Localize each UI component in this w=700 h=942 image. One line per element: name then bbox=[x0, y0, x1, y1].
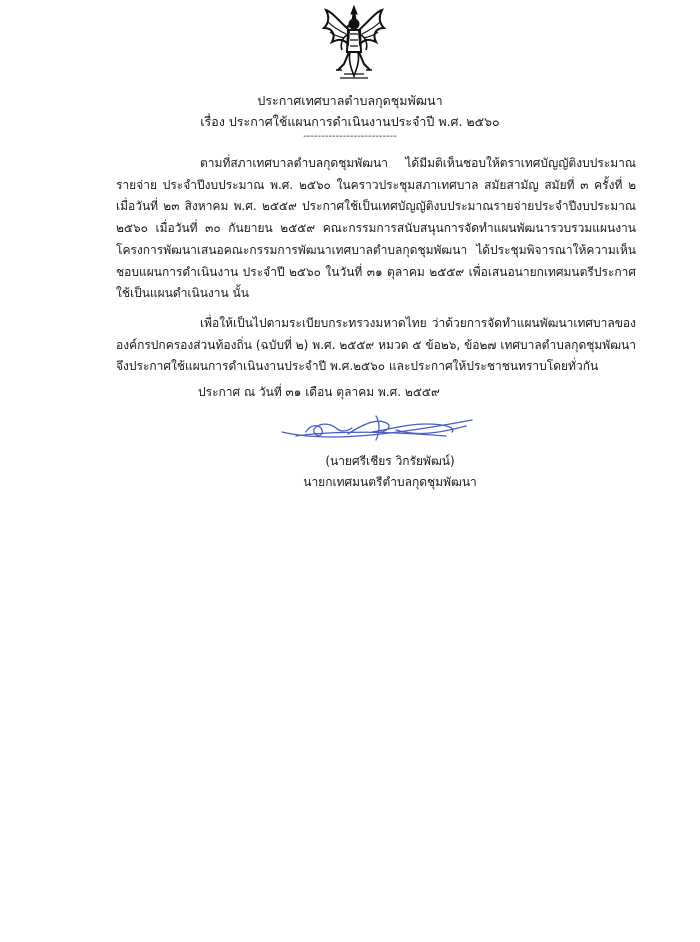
body-paragraph bbox=[116, 153, 636, 305]
announcement-subject: เรื่อง ประกาศใช้แผนการดำเนินงานประจำปี พ.ศ. ๒๕๖๐ bbox=[200, 114, 500, 129]
signer-title: นายกเทศมนตรีตำบลกุดชุมพัฒนา bbox=[303, 475, 477, 489]
paragraph-1-text: ตามที่สภาเทศบาลตำบลกุดชุมพัฒนา ได้มีมติเห็นชอบให้ตราเทศบัญญัติงบประมาณรายจ่าย ประจำปีงบประมาณ พ.ศ. ๒๕๖๐ ในคราวประชุมสภาเทศบาล สมัยสามัญ สมัยที่ ๓ ครั้งที่ ๒ เมื่อวันที่ ๒๓ สิงหาคม พ.ศ. ๒๕๕๙ ประกาศใช้เป็นเทศบัญญัติงบประมาณรายจ่ายประจำปีงบประมาณ ๒๕๖๐ เมื่อวันที่ ๓๐ กันยายน ๒๕๕๙ คณะกรรมการสนับสนุนการจัดทำแผนพัฒนารวบรวมแผนงานโครงการพัฒนาเสนอคณะกรรมการพัฒนาเทศบาลตำบลกุดชุมพัฒนา ได้ประชุมพิจารณาให้ความเห็นชอบแผนการดำเนินงาน ประจำปี ๒๕๖๐ ในวันที่ ๓๑ ตุลาคม ๒๕๕๙ เพื่อเสนอนายกเทศมนตรีประกาศใช้เป็นแผนดำเนินงาน นั้น bbox=[116, 156, 636, 301]
body-paragraph bbox=[116, 313, 636, 378]
signer-name: (นายศรีเชียร วิกรัยพัฒน์) bbox=[325, 454, 455, 468]
paragraph-2-text: เพื่อให้เป็นไปตามระเบียบกระทรวงมหาดไทย ว่าด้วยการจัดทำแผนพัฒนาเทศบาลขององค์กรปกครองส่วนท้องถิ่น (ฉบับที่ ๒) พ.ศ. ๒๕๕๙ หมวด ๕ ข้อ๒๖, ข้อ๒๗ เทศบาลตำบลกุดชุมพัฒนาจึงประกาศใช้แผนการดำเนินงานประจำปี พ.ศ.๒๕๖๐ และประกาศให้ประชาชนทราบโดยทั่วกัน bbox=[116, 316, 636, 374]
announcement-title: ประกาศเทศบาลตำบลกุดชุมพัฒนา bbox=[257, 93, 443, 108]
handwritten-signature bbox=[276, 410, 476, 446]
garuda-emblem-icon bbox=[322, 4, 386, 80]
title-divider: -------------------------- bbox=[303, 131, 397, 142]
announcement-date: ประกาศ ณ วันที่ ๓๑ เดือน ตุลาคม พ.ศ. ๒๕๕๙ bbox=[198, 385, 440, 399]
